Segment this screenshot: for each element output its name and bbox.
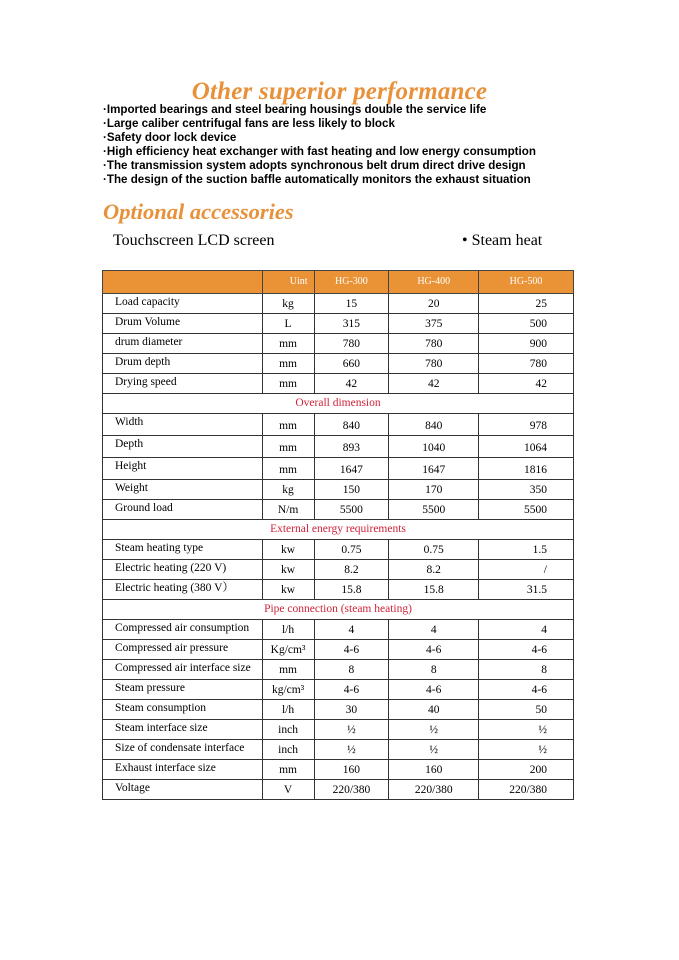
row-value: 50 <box>479 700 574 720</box>
row-value: 1064 <box>479 436 574 458</box>
header-cell-unit: Uint <box>262 271 314 294</box>
row-label: Size of condensate interface <box>103 740 263 760</box>
row-label: Steam pressure <box>103 680 263 700</box>
table-row <box>103 620 574 640</box>
table-row <box>103 560 574 580</box>
section-heading: Overall dimension <box>103 394 574 414</box>
row-value: 4 <box>314 620 389 640</box>
row-unit: kg <box>262 294 314 314</box>
row-unit: mm <box>262 334 314 354</box>
row-unit: kg <box>262 480 314 500</box>
table-row <box>103 740 574 760</box>
row-label: Ground load <box>103 500 263 520</box>
row-unit: mm <box>262 660 314 680</box>
row-value: 780 <box>389 334 479 354</box>
table-row <box>103 780 574 800</box>
row-unit: mm <box>262 354 314 374</box>
table-row <box>103 334 574 354</box>
row-label: Load capacity <box>103 294 263 314</box>
row-value: 900 <box>479 334 574 354</box>
section-heading: External energy requirements <box>103 520 574 540</box>
row-value: 220/380 <box>314 780 389 800</box>
spec-table <box>102 270 574 800</box>
row-value: 893 <box>314 436 389 458</box>
row-label: Weight <box>103 480 263 500</box>
table-section-row <box>103 394 574 414</box>
row-value: 4-6 <box>314 680 389 700</box>
feature-item: ·High efficiency heat exchanger with fast heating and low energy consumption <box>103 144 536 158</box>
row-label: Compressed air consumption <box>103 620 263 640</box>
table-header-row <box>103 271 574 294</box>
row-value: 30 <box>314 700 389 720</box>
table-row <box>103 640 574 660</box>
row-value: 4-6 <box>479 680 574 700</box>
row-value: 4 <box>389 620 479 640</box>
row-label: Drum Volume <box>103 314 263 334</box>
row-value: 4-6 <box>314 640 389 660</box>
row-value: 1040 <box>389 436 479 458</box>
feature-item: ·Safety door lock device <box>103 130 237 144</box>
row-value: 840 <box>389 414 479 436</box>
row-unit: kw <box>262 540 314 560</box>
row-value: 4-6 <box>389 640 479 660</box>
row-value: 220/380 <box>479 780 574 800</box>
table-row <box>103 374 574 394</box>
table-row <box>103 480 574 500</box>
row-value: 660 <box>314 354 389 374</box>
performance-title: Other superior performance <box>191 78 488 105</box>
feature-item: ·The transmission system adopts synchronous belt drum direct drive design <box>103 158 526 172</box>
row-value: 15 <box>314 294 389 314</box>
row-unit: mm <box>262 458 314 480</box>
row-unit: kw <box>262 560 314 580</box>
header-cell <box>103 271 263 294</box>
row-value: 40 <box>389 700 479 720</box>
table-row <box>103 458 574 480</box>
table-section-row <box>103 520 574 540</box>
row-unit: mm <box>262 760 314 780</box>
row-value: 315 <box>314 314 389 334</box>
row-value: ½ <box>479 740 574 760</box>
table-row <box>103 294 574 314</box>
row-label: Depth <box>103 436 263 458</box>
header-cell-model: HG-400 <box>389 271 479 294</box>
row-label: Compressed air pressure <box>103 640 263 660</box>
row-value: 200 <box>479 760 574 780</box>
row-value: 8 <box>389 660 479 680</box>
section-heading: Pipe connection (steam heating) <box>103 600 574 620</box>
row-unit: mm <box>262 414 314 436</box>
row-value: 8 <box>479 660 574 680</box>
row-value: ½ <box>389 740 479 760</box>
row-value: 350 <box>479 480 574 500</box>
accessories-title: Optional accessories <box>103 199 294 224</box>
row-value: 25 <box>479 294 574 314</box>
row-value: 1.5 <box>479 540 574 560</box>
row-value: 5500 <box>479 500 574 520</box>
row-value: / <box>479 560 574 580</box>
row-label: Drying speed <box>103 374 263 394</box>
row-label: Exhaust interface size <box>103 760 263 780</box>
row-value: 31.5 <box>479 580 574 600</box>
table-row <box>103 680 574 700</box>
row-value: 42 <box>479 374 574 394</box>
row-value: 1647 <box>389 458 479 480</box>
table-row <box>103 414 574 436</box>
feature-list <box>103 103 536 186</box>
table-row <box>103 660 574 680</box>
table-row <box>103 436 574 458</box>
row-unit: l/h <box>262 620 314 640</box>
row-label: Electric heating (380 V） <box>103 580 263 600</box>
feature-item: ·Imported bearings and steel bearing housings double the service life <box>103 103 487 116</box>
row-value: ½ <box>479 720 574 740</box>
row-value: 780 <box>389 354 479 374</box>
row-value: 8.2 <box>314 560 389 580</box>
row-value: 4-6 <box>389 680 479 700</box>
row-label: Steam heating type <box>103 540 263 560</box>
header-cell-model: HG-500 <box>479 271 574 294</box>
row-value: 500 <box>479 314 574 334</box>
table-row <box>103 580 574 600</box>
accessory-item: Touchscreen LCD screen <box>113 232 275 249</box>
table-row <box>103 540 574 560</box>
row-label: Voltage <box>103 780 263 800</box>
row-value: 20 <box>389 294 479 314</box>
row-value: 150 <box>314 480 389 500</box>
row-label: drum diameter <box>103 334 263 354</box>
row-unit: N/m <box>262 500 314 520</box>
row-value: 4 <box>479 620 574 640</box>
row-value: 160 <box>389 760 479 780</box>
row-value: 170 <box>389 480 479 500</box>
row-label: Steam interface size <box>103 720 263 740</box>
header-cell-model: HG-300 <box>314 271 389 294</box>
row-value: 0.75 <box>389 540 479 560</box>
row-value: 8 <box>314 660 389 680</box>
row-value: ½ <box>389 720 479 740</box>
table-row <box>103 720 574 740</box>
table-row <box>103 700 574 720</box>
row-unit: inch <box>262 720 314 740</box>
row-value: 42 <box>314 374 389 394</box>
row-unit: l/h <box>262 700 314 720</box>
row-value: ½ <box>314 720 389 740</box>
row-label: Compressed air interface size <box>103 660 263 680</box>
row-value: ½ <box>314 740 389 760</box>
row-unit: Kg/cm³ <box>262 640 314 660</box>
row-unit: L <box>262 314 314 334</box>
row-unit: kg/cm³ <box>262 680 314 700</box>
table-row <box>103 760 574 780</box>
table-section-row <box>103 600 574 620</box>
row-value: 42 <box>389 374 479 394</box>
row-value: 15.8 <box>314 580 389 600</box>
row-label: Drum depth <box>103 354 263 374</box>
row-unit: kw <box>262 580 314 600</box>
row-label: Steam consumption <box>103 700 263 720</box>
row-value: 15.8 <box>389 580 479 600</box>
table-row <box>103 354 574 374</box>
row-label: Height <box>103 458 263 480</box>
row-value: 375 <box>389 314 479 334</box>
row-label: Width <box>103 414 263 436</box>
row-value: 4-6 <box>479 640 574 660</box>
row-value: 5500 <box>314 500 389 520</box>
row-value: 1816 <box>479 458 574 480</box>
accessory-item: • Steam heat <box>462 232 543 249</box>
row-value: 780 <box>479 354 574 374</box>
row-value: 780 <box>314 334 389 354</box>
feature-item: ·The design of the suction baffle automatically monitors the exhaust situation <box>103 172 531 186</box>
row-value: 160 <box>314 760 389 780</box>
table-row <box>103 314 574 334</box>
row-label: Electric heating (220 V) <box>103 560 263 580</box>
row-unit: mm <box>262 374 314 394</box>
table-row <box>103 500 574 520</box>
row-value: 840 <box>314 414 389 436</box>
row-value: 0.75 <box>314 540 389 560</box>
row-value: 5500 <box>389 500 479 520</box>
row-value: 8.2 <box>389 560 479 580</box>
row-value: 1647 <box>314 458 389 480</box>
row-unit: mm <box>262 436 314 458</box>
row-value: 978 <box>479 414 574 436</box>
row-unit: V <box>262 780 314 800</box>
row-value: 220/380 <box>389 780 479 800</box>
row-unit: inch <box>262 740 314 760</box>
feature-item: ·Large caliber centrifugal fans are less likely to block <box>103 116 395 130</box>
